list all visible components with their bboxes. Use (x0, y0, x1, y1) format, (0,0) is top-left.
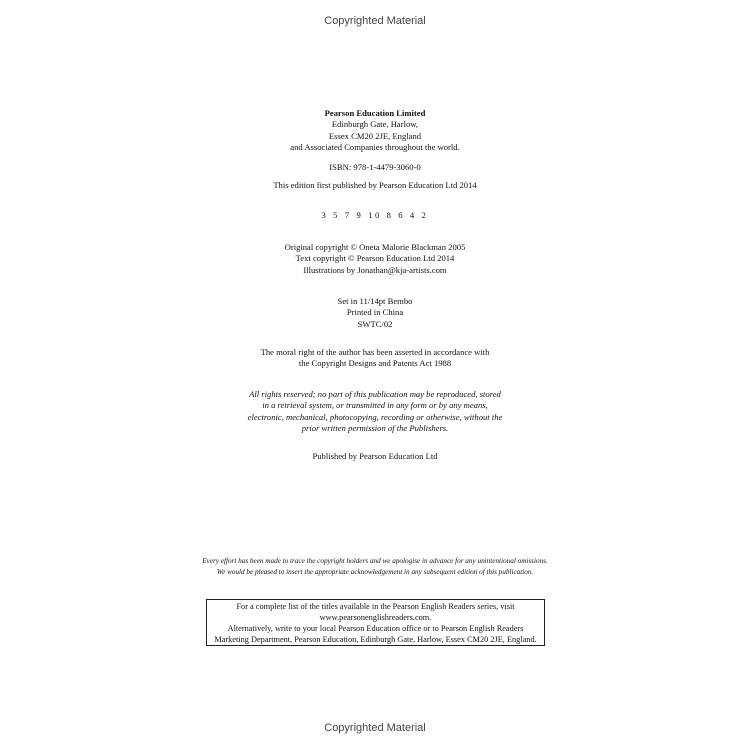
series-info-line: Alternatively, write to your local Pearson Education office or to Pearson English Readers (227, 624, 524, 633)
printing-line: 3 5 7 9 10 8 6 4 2 (321, 210, 429, 220)
publisher-name: Pearson Education Limited (324, 108, 426, 118)
publisher-block (0, 108, 750, 154)
rights-reserved-line: prior written permission of the Publishers. (301, 423, 449, 434)
edition-statement: This edition first published by Pearson Education Ltd 2014 (273, 180, 477, 190)
disclaimer-line: Every effort has been made to trace the copyright holders and we apologise in advance for any unintentional omissions. (202, 557, 548, 565)
illustrations-credit: Illustrations by Jonathan@kja-artists.com (303, 264, 447, 275)
published-by: Published by Pearson Education Ltd (312, 451, 438, 461)
rights-reserved-line: All rights reserved; no part of this publication may be reproduced, stored (249, 389, 501, 399)
rights-reserved-line: electronic, mechanical, photocopying, recording or otherwise, without the (247, 411, 503, 422)
copyright-block (0, 242, 750, 276)
moral-rights-block (0, 347, 750, 370)
series-info-line: For a complete list of the titles available in the Pearson English Readers series, visit (236, 602, 515, 611)
isbn: ISBN: 978-1-4479-3060-0 (329, 162, 421, 172)
series-info-line: Marketing Department, Pearson Education, Edinburgh Gate, Harlow, Essex CM20 2JE, England. (214, 635, 537, 644)
moral-rights-line: The moral right of the author has been asserted in accordance with (260, 347, 490, 357)
disclaimer-line: We would be pleased to insert the appropriate acknowledgement in any subsequent edition of this publication. (216, 568, 534, 576)
series-info-box (206, 599, 545, 646)
rights-reserved-block (0, 389, 750, 435)
rights-reserved-line: in a retrieval system, or transmitted in any form or by any means, (262, 400, 488, 411)
production-block (0, 296, 750, 330)
moral-rights-line: the Copyright Designs and Patents Act 1988 (298, 358, 452, 369)
printed-in-line: Printed in China (346, 307, 404, 318)
series-website: www.pearsonenglishreaders.com. (319, 613, 432, 622)
publisher-address-line: Edinburgh Gate, Harlow, (331, 119, 419, 130)
copyrighted-material-footer: Copyrighted Material (324, 722, 426, 734)
typeface-line: Set in 11/14pt Bembo (337, 296, 413, 306)
text-copyright: Text copyright © Pearson Education Ltd 2014 (295, 253, 455, 264)
print-code-line: SWTC/02 (357, 318, 393, 329)
publisher-address-line: and Associated Companies throughout the world. (290, 142, 460, 153)
disclaimer-block (0, 556, 750, 578)
publisher-address-line: Essex CM20 2JE, England (328, 130, 422, 141)
original-copyright: Original copyright © Oneta Malorie Blackman 2005 (284, 242, 466, 252)
copyrighted-material-header: Copyrighted Material (324, 15, 426, 27)
